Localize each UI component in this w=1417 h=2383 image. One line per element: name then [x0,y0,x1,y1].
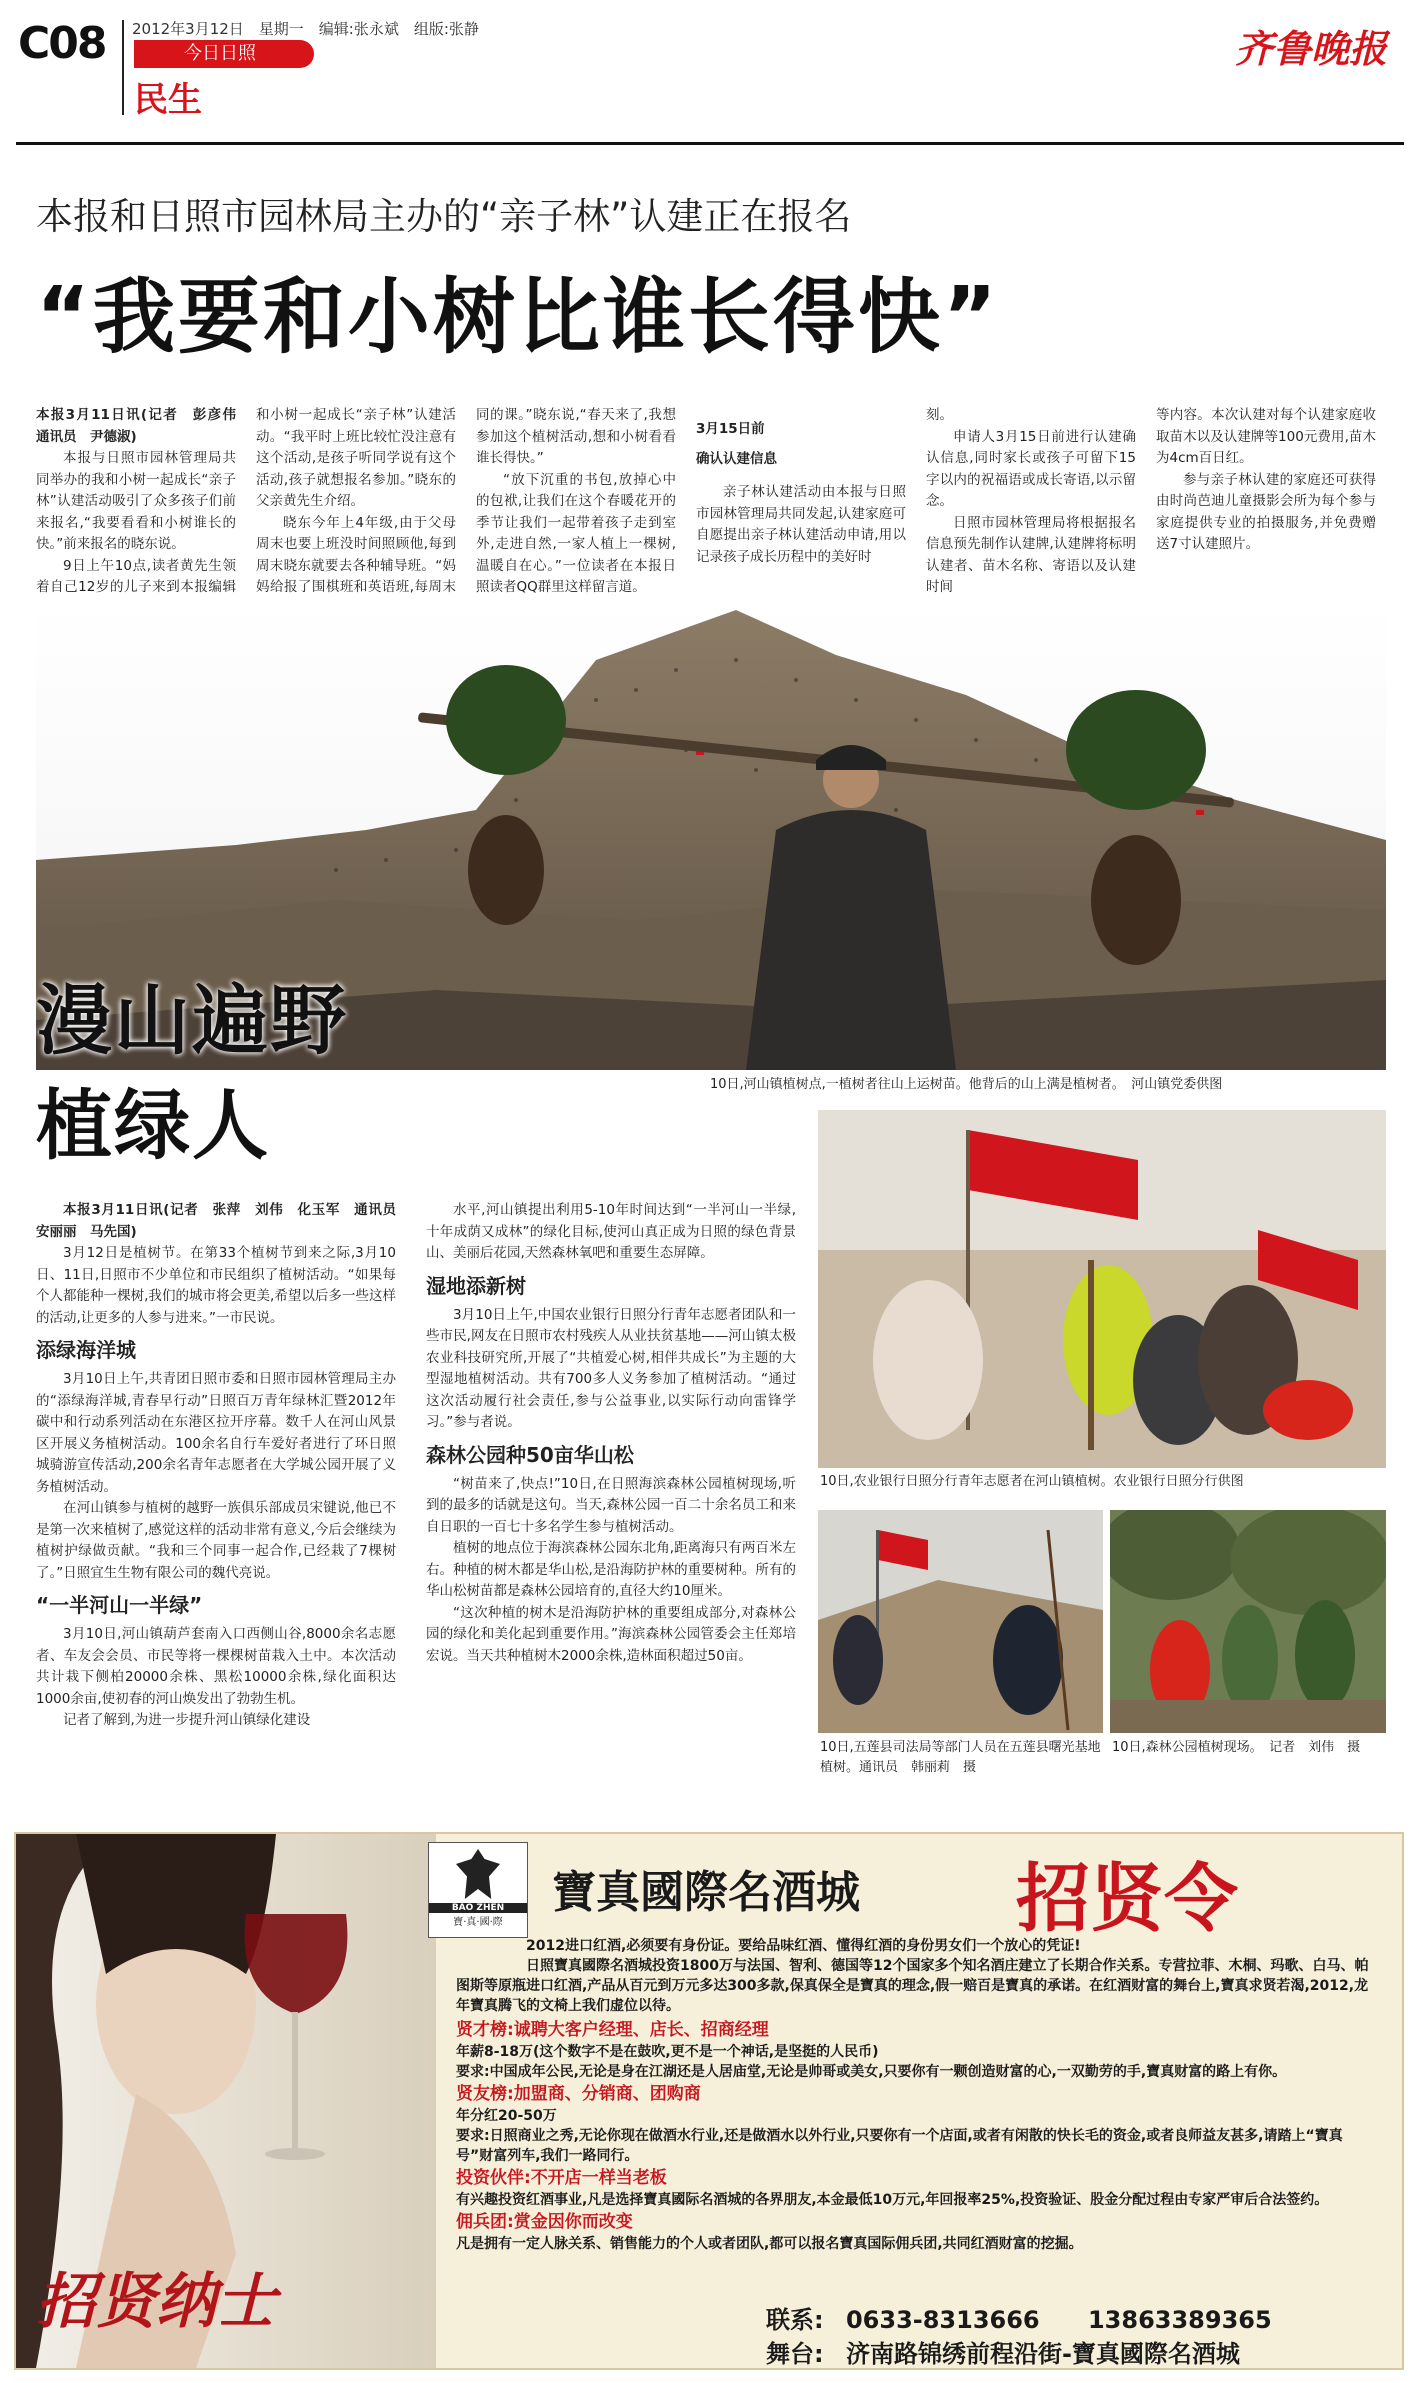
ad-talent-req: 要求:中国成年公民,无论是身在江湖还是人居庙堂,无论是帅哥或美女,只要你有一颗创造财富的心,一双勤劳的手,寶真财富的路上有你。 [456,2064,1287,2080]
paragraph: “这次种植的树木是沿海防护林的重要组成部分,对森林公园的绿化和美化起到重要作用。”海滨森林公园管委会主任郑培宏说。当天共种植树木2000余株,造林面积超过50亩。 [426,1604,796,1664]
subhead-forest-park: 森林公园种50亩华山松 [426,1442,634,1467]
section-tag: 今日日照 [134,40,314,68]
ad-stage-label: 舞台: [766,2340,824,2368]
ad-contact [766,2300,1272,2335]
byline: 本报3月11日讯(记者 彭彦伟 通讯员 尹德淑) [36,407,250,445]
masthead [0,0,1417,130]
ad-logo [428,1842,528,1938]
paragraph: 植树的地点位于海滨森林公园东北角,距离海只有两百米左右。种植的树木都是华山松,是沿海防护林的重要树种。所有的华山松树苗都是森林公园培育的,直径大约10厘米。 [426,1540,796,1599]
paragraph: 亲子林认建活动由本报与日照市园林管理局共同发起,认建家庭可自愿提出亲子林认建活动申请,用以记录孩子成长历程中的美好时 [696,484,906,565]
article1-col1 [36,405,250,620]
headline2-line2: 植绿人 [36,1081,270,1170]
ad-body [456,1936,1371,2254]
paper-logo: 齐鲁晚报 [1234,26,1387,71]
photo-caption-forest: 10日,森林公园植树现场。 记者 刘伟 摄 [1112,1740,1361,1755]
masthead-divider [122,20,124,115]
photo-forest-park [1110,1510,1386,1733]
ad-mercenary-text: 凡是拥有一定人脉关系、销售能力的个人或者团队,都可以报名寶真国际佣兵团,共同红酒财富的挖掘。 [456,2236,1083,2252]
article1-col4 [696,405,906,568]
paragraph: 刻。 [926,407,953,423]
ad-investor-text: 有兴趣投资红酒事业,凡是选择寶真國际名酒城的各界朋友,本金最低10万元,年回报率25%,投资验证、股金分配过程由专家严审后合法签约。 [456,2192,1329,2208]
subhead-wetland: 湿地添新树 [426,1273,526,1298]
article2-colA [36,1200,410,1732]
ad-partner-req: 要求:日照商业之秀,无论你现在做酒水行业,还是做酒水以外行业,只要你有一个店面,或者有闲散的快长毛的资金,或者良师益友甚多,请踏上“寶真号”财富列车,我们一路同行。 [456,2128,1343,2164]
paragraph: 申请人3月15日前进行认建确认信息,同时家长或孩子可留下15字以内的祝福语或成长寄语,以示留念。 [926,428,1136,509]
subhead-ocean-city: 添绿海洋城 [36,1338,136,1362]
ad-company-name: 寶真國際名酒城 [552,1867,860,1918]
headline: “我要和小树比谁长得快” [36,270,1000,365]
ad-mercenary-heading: 佣兵团:赏金因你而改变 [456,2212,633,2232]
paragraph: 记者了解到,为进一步提升河山镇绿化建设 [63,1712,311,1728]
masthead-rule [16,142,1404,145]
article1-col2 [256,405,456,620]
paragraph: 和小树一起成长“亲子林”认建活动。“我平时上班比较忙没注意有这个活动,是孩子听同学说有这个活动,孩子就想报名参加。”晓东的父亲黄先生介绍。 [256,407,456,509]
photo-forest-illustration [1110,1510,1386,1733]
ad-banner [14,1832,1404,2370]
photo-bank-illustration [818,1110,1386,1468]
ad-calligraphy: 招贤纳士 [36,2267,276,2337]
paragraph: 3月10日,河山镇葫芦套南入口西侧山谷,8000余名志愿者、车友会会员、市民等将一棵棵树苗栽入土中。本次活动共计栽下侧柏20000余株、黑松10000余株,绿化面积达1000余亩,使初春的河山焕发出了勃勃生机。 [36,1626,396,1707]
subhead: 3月15日前 [696,421,765,437]
paragraph: 等内容。本次认建对每个认建家庭收取苗木以及认建牌等100元费用,苗木为4cm百日红。 [1156,407,1376,466]
photo-bank-volunteers [818,1110,1386,1468]
paragraph: “放下沉重的书包,放掉心中的包袱,让我们在这个春暖花开的季节让我们一起带着孩子走到室外,走进自然,一家人植上一棵树,温暖自在心。”一位读者在本报日照读者QQ群里这样留言道。 [476,471,676,595]
eagle-icon [456,1849,500,1899]
headline2-line1: 漫山遍野 [36,976,348,1065]
byline: 本报3月11日讯(记者 张萍 刘伟 化玉军 通讯员 安丽丽 马先国) [36,1202,410,1240]
ad-partner-bonus: 年分红20-50万 [456,2108,557,2124]
ad-stage-address: 济南路锦绣前程沿街-寶真國際名酒城 [845,2340,1240,2368]
paragraph: 参与亲子林认建的家庭还可获得由时尚芭迪儿童摄影会所为每个参与家庭提供专业的拍摄服务,并免费赠送7寸认建照片。 [1156,471,1376,552]
page-number: C08 [18,18,106,69]
paragraph: 9日上午10点,读者黄先生领着自己12岁的儿子来到本报编辑 [36,557,236,595]
ad-logo-cn: 寶·真·國·際 [453,1917,503,1928]
paragraph: 3月10日上午,中国农业银行日照分行青年志愿者团队和一些市民,网友在日照市农村残疾人从业扶贫基地——河山镇太极农业科技研究所,开展了“共植爱心树,相伴共成长”为主题的大型湿地植树活动。共有700多人义务参加了植树活动。“通过这次活动履行社会责任,参与公益事业,以实际行动向雷锋学习。”参与者说。 [426,1306,796,1430]
ad-partner-heading: 贤友榜:加盟商、分销商、团购商 [456,2084,701,2104]
ad-intro2: 日照寶真國際名酒城投资1800万与法国、智利、德国等12个国家多个知名酒庄建立了长期合作关系。专营拉菲、木桐、玛歌、白马、帕图斯等原瓶进口红酒,产品从百元到万元多达300多款,保真保全是寶真的理念,假一赔百是寶真的承诺。在红酒财富的舞台上,寶真求贤若渴,2012,龙年寶真腾飞的文椅上我们虚位以待。 [456,1958,1369,2014]
ad-talent-heading: 贤才榜:诚聘大客户经理、店长、招商经理 [456,2020,769,2040]
paragraph: 晓东今年上4年级,由于父母周末也要上班没时间照顾他,每到周末晓东就要去各种辅导班。“妈妈给报了围棋班和英语班,每周末 [256,514,456,595]
paragraph: 同的课。”晓东说,“春天来了,我想参加这个植树活动,想和小树看看谁长得快。” [476,407,676,466]
ad-stage [766,2334,1240,2369]
subhead: 确认认建信息 [696,450,777,467]
section-name: 民生 [134,80,202,120]
ad-investor-heading: 投资伙伴:不开店一样当老板 [456,2168,667,2188]
ad-contact-label: 联系: [766,2306,824,2334]
paragraph: 3月12日是植树节。在第33个植树节到来之际,3月10日、11日,日照市不少单位和市民组织了植树活动。“如果每个人都能种一棵树,我们的城市将会更美,希望以后多一些这样的活动,让更多的人参与进来。”一市民说。 [36,1245,396,1326]
photo-caption-mountain: 10日,河山镇植树点,一植树者往山上运树苗。他背后的山上满是植树者。 河山镇党委供图 [710,1077,1223,1092]
ad-phone-2: 13863389365 [1087,2306,1272,2334]
paragraph: “树苗来了,快点!”10日,在日照海滨森林公园植树现场,听到的最多的话就是这句。当天,森林公园一百二十余名员工和来自日职的一百七十多名学生参与植树活动。 [426,1475,796,1535]
subhead-half-green: “一半河山一半绿” [36,1593,203,1617]
article1-col5 [926,405,1136,599]
article1-col3 [476,405,676,599]
kicker: 本报和日照市园林局主办的“亲子林”认建正在报名 [36,195,852,238]
ad-title: 招贤令 [1016,1856,1238,1942]
photo-wulian-planting [818,1510,1103,1733]
photo-caption-wulian: 10日,五莲县司法局等部门人员在五莲县曙光基地植树。通讯员 韩丽莉 摄 [820,1740,1101,1775]
ad-logo-name: BAO ZHEN [429,1903,527,1913]
paragraph: 本报与日照市园林管理局共同举办的我和小树一起成长“亲子林”认建活动吸引了众多孩子们前来报名,“我要看看和小树谁长的快。”前来报名的晓东说。 [36,450,236,552]
paragraph: 在河山镇参与植树的越野一族俱乐部成员宋键说,他已不是第一次来植树了,感觉这样的活动非常有意义,今后会继续为植树护绿做贡献。“我和三个同事一起合作,已经栽了7棵树了。”日照宜生生物有限公司的魏代亮说。 [36,1500,396,1581]
photo-wulian-illustration [818,1510,1103,1733]
article2-colB [426,1200,796,1667]
paragraph: 3月10日上午,共青团日照市委和日照市园林管理局主办的“添绿海洋城,青春早行动”日照百万青年绿林汇暨2012年碳中和行动系列活动在东港区拉开序幕。数千人在河山风景区开展义务植树活动。100余名自行车爱好者进行了环日照城骑游宣传活动,200余名青年志愿者在大学城公园开展了义务植树活动。 [36,1371,396,1495]
article1-col6 [1156,405,1376,556]
paragraph: 水平,河山镇提出利用5-10年时间达到“一半河山一半绿,十年成荫又成林”的绿化目标,使河山真正成为日照的绿色背景山、美丽后花园,天然森林氧吧和重要生态屏障。 [426,1202,796,1261]
ad-talent-salary: 年薪8-18万(这个数字不是在鼓吹,更不是一个神话,是坚挺的人民币) [456,2044,879,2060]
photo-caption-bank: 10日,农业银行日照分行青年志愿者在河山镇植树。农业银行日照分行供图 [820,1474,1244,1489]
ad-intro: 2012进口红酒,必须要有身份证。要给品味红酒、懂得红酒的身份男女们一个放心的凭证! [526,1938,1081,1954]
paragraph: 日照市园林管理局将根据报名信息预先制作认建牌,认建牌将标明认建者、苗木名称、寄语以及认建时间 [926,514,1136,595]
ad-phone-1: 0633-8313666 [845,2306,1040,2334]
date-line: 2012年3月12日 星期一 编辑:张永斌 组版:张静 [132,20,479,38]
